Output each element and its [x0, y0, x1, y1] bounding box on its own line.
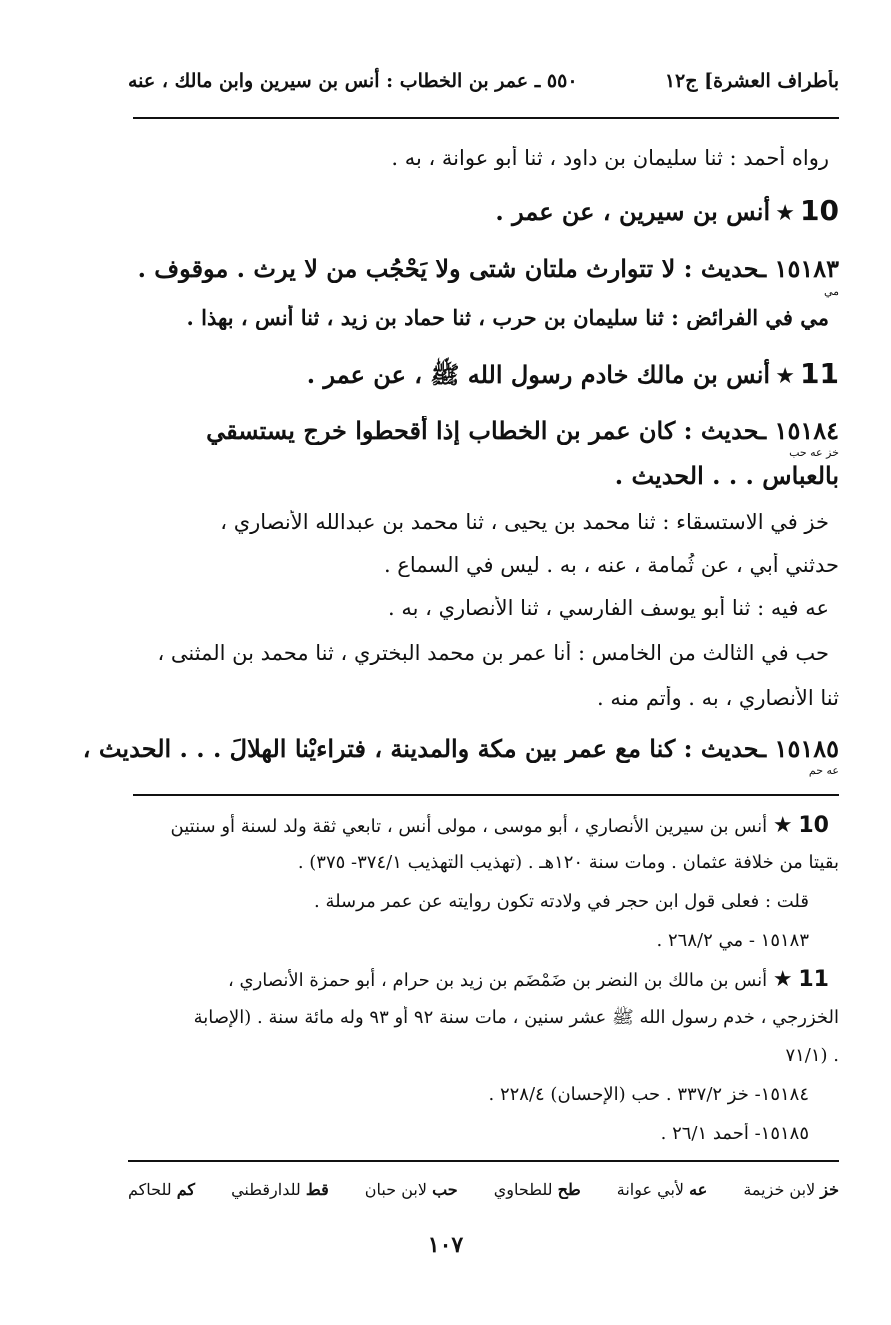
legend-text: للطحاوي: [493, 1180, 553, 1199]
legend-code: طح: [557, 1180, 581, 1199]
legend-rule: [128, 1160, 839, 1162]
hadith-15183: ١٥١٨٣ ـحديث : لا تتوارث ملتان شتى ولا يَحْجُب من لا يرث . موقوف .: [137, 254, 839, 283]
hadith-continuation: بالعباس . . . الحديث .: [614, 461, 839, 490]
section-heading-10: [52, 194, 839, 227]
hadith-15185: ١٥١٨٥ ـحديث : كنا مع عمر بين مكة والمدينة ، فتراءيْنا الهلالَ . . . الحديث ،: [82, 734, 839, 763]
legend-code: كم: [176, 1180, 196, 1199]
footnote-number: 10: [798, 813, 829, 838]
legend-item: [743, 1180, 839, 1199]
footnote-rule: [133, 794, 839, 796]
source-marker: عه حم: [808, 764, 839, 777]
legend-text: للحاكم: [128, 1180, 172, 1199]
section-number: 11: [800, 357, 839, 390]
section-heading-11: [52, 357, 839, 395]
legend-text: للدارقطني: [231, 1180, 301, 1199]
header-rule: [133, 117, 839, 119]
abbreviation-legend: [128, 1180, 839, 1199]
isnad-line: حدثني أبي ، عن ثُمامة ، عنه ، به . ليس في السماع .: [383, 553, 839, 577]
legend-item: [231, 1180, 329, 1199]
footnote-number: 11: [798, 967, 829, 992]
legend-code: قط: [305, 1180, 329, 1199]
footnote-11: [52, 967, 829, 992]
isnad-line: عه فيه : ثنا أبو يوسف الفارسي ، ثنا الأنصاري ، به .: [388, 596, 829, 620]
footnote-ref-15183: ١٥١٨٣ - مي ٢٦٨/٢ .: [656, 930, 809, 951]
footnote-text: أنس بن سيرين الأنصاري ، أبو موسى ، مولى أنس ، تابعي ثقة ولد لسنة أو سنتين: [170, 816, 768, 837]
section-title: أنس بن سيرين ، عن عمر .: [495, 197, 771, 226]
star-icon: ★: [775, 201, 795, 226]
isnad-line: مي في الفرائض : ثنا سليمان بن حرب ، ثنا حماد بن زيد ، ثنا أنس ، بهذا .: [186, 305, 829, 330]
legend-code: عه: [689, 1180, 708, 1199]
footnote-line: . (٧١/١: [785, 1045, 839, 1066]
source-marker: مي: [823, 285, 839, 298]
hadith-15184: ١٥١٨٤ ـحديث : كان عمر بن الخطاب إذا أقحطوا خرج يستسقي: [206, 416, 839, 445]
section-title: أنس بن مالك خادم رسول الله ﷺ ، عن عمر .: [306, 360, 771, 389]
legend-code: خز: [820, 1180, 839, 1199]
star-icon: ★: [775, 364, 795, 389]
narration-line: رواه أحمد : ثنا سليمان بن داود ، ثنا أبو عوانة ، به .: [391, 146, 829, 170]
isnad-line: حب في الثالث من الخامس : أنا عمر بن محمد البختري ، ثنا محمد بن المثنى ،: [157, 641, 829, 665]
star-icon: ★: [772, 813, 793, 838]
legend-item: [128, 1180, 195, 1199]
footnote-line: قلت : فعلى قول ابن حجر في ولادته تكون روايته عن عمر مرسلة .: [314, 891, 809, 912]
legend-item: [365, 1180, 458, 1199]
footnote-10: [52, 813, 829, 838]
isnad-line: ثنا الأنصاري ، به . وأتم منه .: [596, 686, 839, 710]
footnote-line: بقيتا من خلافة عثمان . ومات سنة ١٢٠هـ . (تهذيب التهذيب ٣٧٤/١- ٣٧٥) .: [297, 852, 839, 873]
legend-text: لابن حبان: [364, 1180, 427, 1199]
legend-code: حب: [432, 1180, 458, 1199]
star-icon: ★: [772, 967, 793, 992]
footnote-text: أنس بن مالك بن النضر بن ضَمْضَم بن زيد بن حرام ، أبو حمزة الأنصاري ،: [227, 970, 768, 991]
footnote-line: الخزرجي ، خدم رسول الله ﷺ عشر سنين ، مات سنة ٩٢ أو ٩٣ وله مائة سنة . (الإصابة: [193, 1007, 839, 1028]
running-header-right: بأطراف العشرة] ج١٢: [664, 70, 839, 92]
section-number: 10: [800, 194, 839, 227]
source-marker: خز عه حب: [789, 446, 839, 459]
legend-text: لأبي عوانة: [616, 1180, 685, 1199]
legend-text: لابن خزيمة: [743, 1180, 816, 1199]
legend-item: [494, 1180, 581, 1199]
footnote-ref-15185: ١٥١٨٥- أحمد ٢٦/١ .: [660, 1123, 809, 1144]
legend-item: [617, 1180, 708, 1199]
page-number: ١٠٧: [427, 1232, 464, 1258]
isnad-line: خز في الاستسقاء : ثنا محمد بن يحيى ، ثنا محمد بن عبدالله الأنصاري ،: [220, 510, 829, 534]
running-header-left: ٥٥٠ ـ عمر بن الخطاب : أنس بن سيرين وابن مالك ، عنه: [128, 70, 578, 92]
footnote-ref-15184: ١٥١٨٤- خز ٣٣٧/٢ . حب (الإحسان) ٢٢٨/٤ .: [488, 1084, 809, 1105]
